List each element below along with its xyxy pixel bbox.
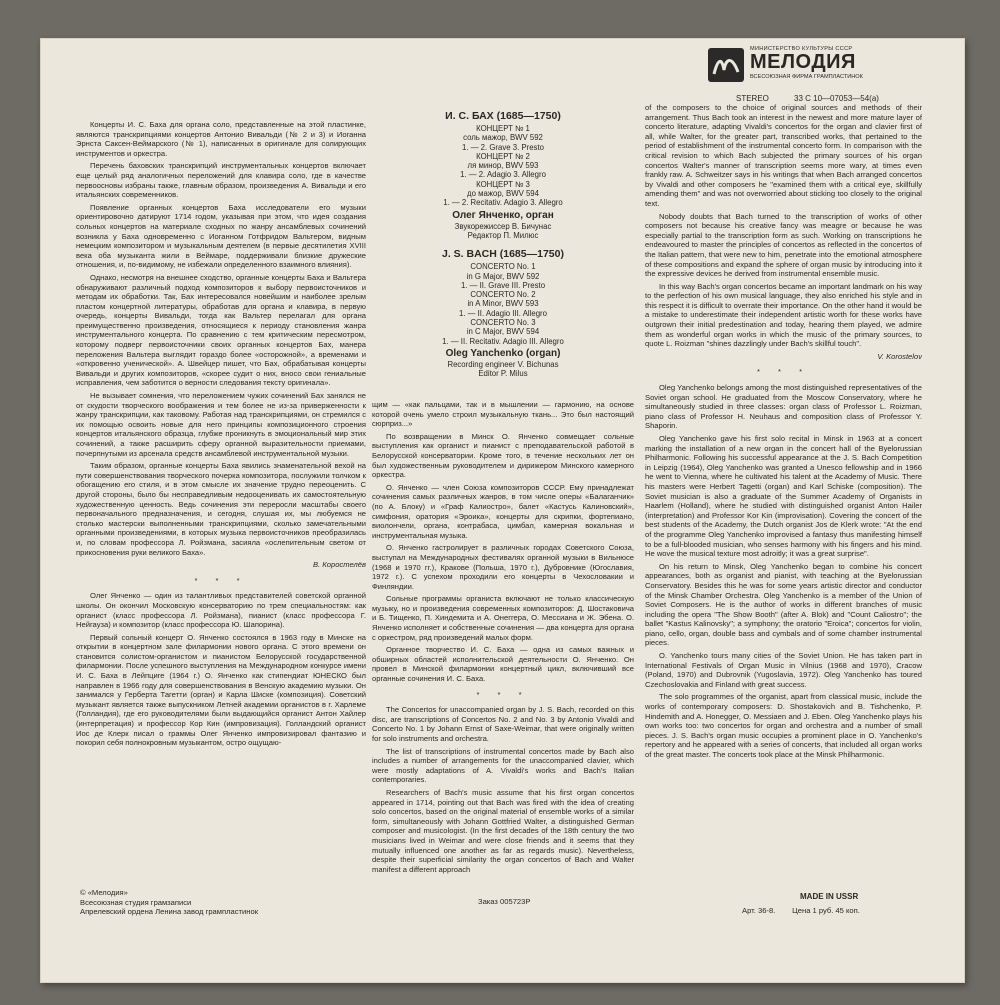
paragraph: On his return to Minsk, Oleg Yanchenko began to combine his concert appearances, both as organist and pianist, with teaching at the Byelorussian Conservatory. Besides this he was for some years artistic director and conductor of the Minsk Chamber Orchestra. Oleg Yanchenko is a member of the Union of Soviet Composers. He is the author of works in different branches of music including the opera "The Show Booth" (after A. Blok) and "Count Caliostro"; the ballet "Kastus Kalinovsky"; a symphony; the oratorio "Eroica"; concertos for violin, piano, cello, organ, double bass and cymbals and of some chamber instrumental pieces. <box>645 561 922 648</box>
price: Арт. 36-8. Цена 1 руб. 45 коп. <box>742 906 860 915</box>
paragraph: О. Янченко — член Союза композиторов СССР. Ему принадлежат сочинения самых различных жанров, в том числе оперы «Балаганчик» (по А. Блоку) и «Граф Калиостро», балет «Кастусь Калиновский», симфония, оратория «Эроика», концерты для скрипки, фортепиано, виолончели, органа, контрабаса, цимбал, камерная вокальная и инструментальная музыка. <box>372 482 634 540</box>
paragraph: Олег Янченко — один из талантливых представителей советской органной школы. Он окончил Московскую консерваторию по трем специальностям: как органист (класс профессора Л. Ройзмана), пианист (класс профессора Г. Нейгауза) и композитор (класс профессора Ю. Шапорина). <box>76 591 366 630</box>
section-divider: * * * <box>194 575 248 585</box>
program-line: до мажор, BWV 594 <box>467 189 539 199</box>
program-lines-ru <box>372 124 634 208</box>
program-block <box>372 110 634 379</box>
column-1-russian-notes <box>76 120 366 865</box>
plant: Апрелевский ордена Ленина завод грампластинок <box>80 907 259 917</box>
made-in-ussr: MADE IN USSR <box>800 892 859 901</box>
paragraph: Oleg Yanchenko belongs among the most distinguished representatives of the Soviet organ school. He graduated from the Moscow Conservatory, where he simultaneously studied in three classes: organ class of Professor L. Roizman, piano class of Professor H. Neuhaus and composition class of Professor Y. Shaporin. <box>645 383 922 431</box>
paragraph: По возвращении в Минск О. Янченко совмещает сольные выступления как органист и пианист с преподавательской работой в Белорусской консерватории. Кроме того, в течение нескольких лет он был художественным руководителем и дирижером Минского камерного оркестра. <box>372 431 634 480</box>
editor-en: Editor P. Milus <box>478 369 528 379</box>
program-line: 1. — 2. Adagio 3. Allegro <box>460 170 546 180</box>
paragraph: О. Янченко гастролирует в различных городах Советского Союза, выступал на Международных фестивалях органной музыки в Вильнюсе (1968 и 1970 гг.), Кракове (Польша, 1970 г.), Дубровнике (Югославия, 1972 г.). С успехом проходили его концерты в Чехословакии и Финляндии. <box>372 543 634 591</box>
program-lines-en <box>372 262 634 346</box>
paragraph: The Concertos for unaccompanied organ by J. S. Bach, recorded on this disc, are transcriptions of Concertos No. 2 and No. 3 by Antonio Vivaldi and Concerto No. 1 by Johann Ernst of Saxe-Weimar, that were originally written for solo instruments and orchestra. <box>372 705 634 743</box>
ministry-text: МИНИСТЕРСТВО КУЛЬТУРЫ СССР <box>750 46 853 52</box>
program-title-ru: И. С. БАХ (1685—1750) <box>445 110 561 122</box>
program-line: ля минор, BWV 593 <box>467 161 539 171</box>
program-line: 1. — II. Recitativ. Adagio III. Allegro <box>442 336 564 346</box>
signature: В. Коростелёв <box>313 560 366 570</box>
column-2-notes <box>372 400 634 905</box>
paragraph: щим — «как пальцами, так и в мышлении — гармонию, на основе которой очень умело строил музыкальную ткань... Это был настоящий сюрприз...» <box>372 400 634 429</box>
program-line: in A Minor, BWV 593 <box>467 299 539 309</box>
paragraph: The list of transcriptions of instrumental concertos made by Bach also includes a number of arrangements for the unaccompanied clavier, which were mostly adaptations of A. Vivaldi's works and Bach's Italian contemporaries. <box>372 746 634 785</box>
paragraph: Сольные программы органиста включают не только классическую музыку, но и произведения современных композиторов: Д. Шостаковича и Б. Тищенко, П. Хиндемита и А. Онеггера, О. Мессиана и Ж. Эбена. О. Янченко исполняет и собственные сочинения — два концерта для органа с оркестром, ряд произведений малых форм. <box>372 594 634 642</box>
editor-ru: Редактор П. Милюс <box>467 230 539 240</box>
copyright: © «Мелодия» <box>80 888 128 897</box>
paragraph: Перечень баховских транскрипций инструментальных концертов включает еще целый ряд аналогичных переложений для клавира соло, где в качестве первоосновы избраны также, главным образом, произведения А. Вивальди и его итальянских современников. <box>76 161 366 200</box>
performer-en: Oleg Yanchenko (organ) <box>445 347 561 359</box>
program-line: КОНЦЕРТ № 1 <box>476 124 530 133</box>
program-title-en: J. S. BACH (1685—1750) <box>442 248 564 261</box>
paragraph: Nobody doubts that Bach turned to the transcription of works of other composers not because his creative fancy was meagre or because he was especially partial to the transcription form as such. Working on transcriptions he endeavoured to master the principles of concertos as reflected in the concertos of the Italian pattern, that were new to him, penetrate into the emotional atmosphere of these compositions and expand the sphere of organ music by introducing into it the expressive devices he derived from instrumental ensemble music. <box>645 211 922 279</box>
column-3-english-notes <box>645 103 922 893</box>
program-line: 1. — II. Grave III. Presto <box>460 280 546 290</box>
order-number: Заказ 005723Р <box>478 897 531 906</box>
engineer-en: Recording engineer V. Bichunas <box>447 359 559 369</box>
paragraph: Researchers of Bach's music assume that his first organ concertos appeared in 1714, pointing out that Bach was fired with the idea of creating solo concertos, based on the original material of ensemble works of a similar form, simultaneously with Johann Gottfried Walter, a distinguished German composer and musicologist. (In the first decades of the 18th century the two musicians lived in Weimar and were close friends and it seems that they mutually influenced one another as far as regards music). Nevertheless, despite their superficial similarity the organ concertos of Bach and Walter manifest a different approach <box>372 787 634 874</box>
paragraph: The solo programmes of the organist, apart from classical music, include the works of contemporary composers: D. Shostakovich and B. Tishchenko, P. Hindemith and A. Honegger, O. Messiaen and J. Eben. Oleg Yanchenko plays his own works too: two concertos for organ and orchestra and a number of small pieces. J. S. Bach's organ music occupies a prominent place in O. Yanchenko's repertory and he appeared with a series of concerts, that included all organ works of the great master. The concerts took place at the Minsk Philharmonic. <box>645 692 922 759</box>
program-line: CONCERTO No. 1 <box>470 262 536 272</box>
program-line: КОНЦЕРТ № 3 <box>476 179 530 189</box>
paragraph: Концерты И. С. Баха для органа соло, представленные на этой пластинке, являются транскрипциями концертов Антонио Вивальди (№ 2 и 3) и Иоганна Эрнста Саксен-Веймарского (№ 1), написанных в оригинале для солирующих инструментов и оркестра. <box>76 120 366 158</box>
footer-credits <box>80 888 258 917</box>
performer-ru: Олег Янченко, орган <box>452 209 554 221</box>
program-line: КОНЦЕРТ № 2 <box>476 151 530 161</box>
stereo-label: STEREO <box>736 94 769 103</box>
catalog-number: 33 С 10—07053—54(а) <box>794 94 879 103</box>
program-line: CONCERTO No. 3 <box>470 318 536 328</box>
engineer-ru: Звукорежиссер В. Бичунас <box>454 221 552 231</box>
paragraph: In this way Bach's organ concertos became an important landmark on his way to the perfection of his own musical language, they also enriched his style and in this respect it is difficult to overrate their importance. On the other hand it would be a mistake to underestimate their independent artistic worth for these works have outgrown their initial predestination and today, hearing them played, we admire them as wonderful organ works in which the music of the primary sources, to quote L. Roizman "shines dazzlingly under Bach's skillful touch". <box>645 281 922 349</box>
program-line: in C Major, BWV 594 <box>466 327 540 337</box>
section-divider: * * * <box>756 367 811 377</box>
melodiya-logo-icon <box>708 48 744 82</box>
program-line: in G Major, BWV 592 <box>466 271 540 281</box>
paragraph: Первый сольный концерт О. Янченко состоялся в 1963 году в Минске на открытии в концертном зале филармонии нового органа. С этого времени он становится солистом-органистом и пианистом Белорусской государственной филармонии. После успешного выступления на Международном конкурсе имени И. С. Баха в Лейпциге (1964 г.) О. Янченко как стипендиат ЮНЕСКО был направлен в 1966 году для совершенствования в Венскую академию музыки. Он занимался у Герберта Тагетти (орган) и Карла Шиске (композиция). Советский музыкант является также выпускником Летней академии органистов в г. Харлеме (Голландия), где его руководителями были выдающийся органист Антон Хайлер (интерпретация) и профессор Кор Кин (импровизация). Голландский органист Иос де Клерк писал о граммы Олег Янченко импровизировал фантазию и покорил себя полнокровным музыкантом, остро ощущаю- <box>76 632 366 748</box>
program-line: 1. — II. Adagio III. Allegro <box>459 308 547 318</box>
melodiya-logo <box>706 44 886 84</box>
signature: V. Korostelov <box>877 351 922 361</box>
firm-text: ВСЕСОЮЗНАЯ ФИРМА ГРАМПЛАСТИНОК <box>750 74 863 80</box>
section-divider: * * * <box>476 689 530 699</box>
paragraph: Таким образом, органные концерты Баха явились знаменательной вехой на пути совершенствования творческого почерка композитора, послужили толчком к обогащению его стиля, и в этом смысле их значение трудно переоценить. С другой стороны, было бы несправедливым недооценивать их самостоятельную художественную ценность. Ведь сочинения эти переросли масштабы своего первоначального предназначения, и сегодня, слушая их, мы любуемся не столько мастерски выполненными транскрипциями, сколько замечательными органными произведениями, в которых музыка первоисточников преобразилась и, по словам профессора Л. Ройзмана, засияла «ослепительным светом от прикосновения руки великого Баха». <box>76 461 366 557</box>
program-line: 1. — 2. Recitativ. Adagio 3. Allegro <box>443 198 563 208</box>
paragraph: Oleg Yanchenko gave his first solo recital in Minsk in 1963 at a concert marking the installation of a new organ in the concert hall of the Byelorussian Philharmonic. Following his successful appearance at the J. S. Bach Competition in Leipzig (1964), Oleg Yanchenko was granted a Unesco fellowship and in 1966 he went to Vienna, where he cultivated his talent at the Academy of Music. There his masters were Herbert Tagetti (organ) and Karl Schiske (composition). The Soviet musician is also a graduate of the Summer Academy of Organists in Haarlem (Holland), where he studied with distinguished organist Anton Hailer (interpretation) and Professor Kor Kin (improvisation). Covering the concert of the best students of the Academy, the Dutch organist Jos de Klerk wrote: "At the end of the programme Oleg Yanchenko improvised a fantasy thus manifesting himself to be a full-blooded musician, who senses harmony with his fingers and his mind. He wove the musical texture most adroitly; it was a great surprise". <box>645 434 922 559</box>
paragraph: of the composers to the choice of original sources and methods of their arrangement. Thus Bach took an interest in the newest and more mature layer of concerto literature, adapting Vivaldi's concertos for the organ and clavier first of all, while Walter, for the greater part, transcribed works, that pertained to the period of establishment of the instrumental concerto form. In comparison with the critical revision to which Bach subjected the primary sources of his organ concertos Walter's manner of transcription seems more wary, at times even frankly raw. A. Schweitzer says in his writings that when Bach arranged concertos by Vivaldi and other composers he "examined them with a critical eye, skillfully amending them" and was not overworried about sticking too closely to the original text. <box>645 103 922 208</box>
program-line: соль мажор, BWV 592 <box>463 133 543 143</box>
paragraph: Не вызывает сомнения, что переложением чужих сочинений Бах занялся не от скудости творческого воображения и тем более не из-за приверженности к жанру транскрипции, как таковому. Работая над транскрипциями, он стремился с их помощью освоить новые для него принципы композиционного строения концертов итальянского образца, глубже проникнуть в эмоциональный мир этих сочинений, а также расширить сферу органной выразительности приемами, почерпнутыми из арсенала средств ансамблевой инструментальной музыки. <box>76 391 366 458</box>
brand-name: МЕЛОДИЯ <box>750 51 856 73</box>
paragraph: Появление органных концертов Баха исследователи его музыки ориентировочно датируют 1714 годом, указывая при этом, что идея создания сольных концертов на материале сходных по жанру ансамблевых сочинений возникла у Баха одновременно с Иоганном Готфридом Вальтером, видным немецким композитором и музыкальным деятелем (в первые десятилетия XVIII века оба музыканта жили в Веймаре, поддерживали близкие дружеские отношения, и, по-видимому, не избежали определенного взаимного влияния). <box>76 202 366 270</box>
program-line: CONCERTO No. 2 <box>470 290 536 300</box>
paragraph: Органное творчество И. С. Баха — одна из самых важных и обширных областей исполнительской деятельности О. Янченко. Он провел в Минской филармонии концертный цикл, включивший все органные сочинения И. С. Баха. <box>372 645 634 684</box>
paragraph: O. Yanchenko tours many cities of the Soviet Union. He has taken part in International Festivals of Organ Music in Vilnius (1968 and 1970), Cracow (Poland, 1970) and Dubrovnik (Yugoslavia, 1972). Oleg Yanchenko has toured Czechoslovakia and Finland with great success. <box>645 651 922 689</box>
studio: Всесоюзная студия грамзаписи <box>80 897 192 907</box>
program-line: 1. — 2. Grave 3. Presto <box>462 142 544 152</box>
paragraph: Однако, несмотря на внешнее сходство, органные концерты Баха и Вальтера обнаруживают различный подход композиторов к выбору первоисточников и методам их обработки. Так, Бах интересовался новейшим и наиболее зрелым пластом концертной литературы, обработав для органа и клавира, в первую очередь, концерты Вивальди, тогда как Вальтер перелагал для органа преимущественно произведения, относящиеся к периоду становления жанра инструментального концерта. По сравнению с тем критическим пересмотром, которому подверг первоисточники своих органных концертов Бах, манера переложения Вальтера выглядит гораздо более «осторожной», а временами и «откровенно ученической». А. Швейцер пишет, что Бах, обрабатывая концерты Вивальди и других композиторов, «скорее судит о них, вносо свои гениальные исправления, чем заботится о верности следования тексту оригинала». <box>76 272 366 388</box>
header <box>706 44 956 104</box>
